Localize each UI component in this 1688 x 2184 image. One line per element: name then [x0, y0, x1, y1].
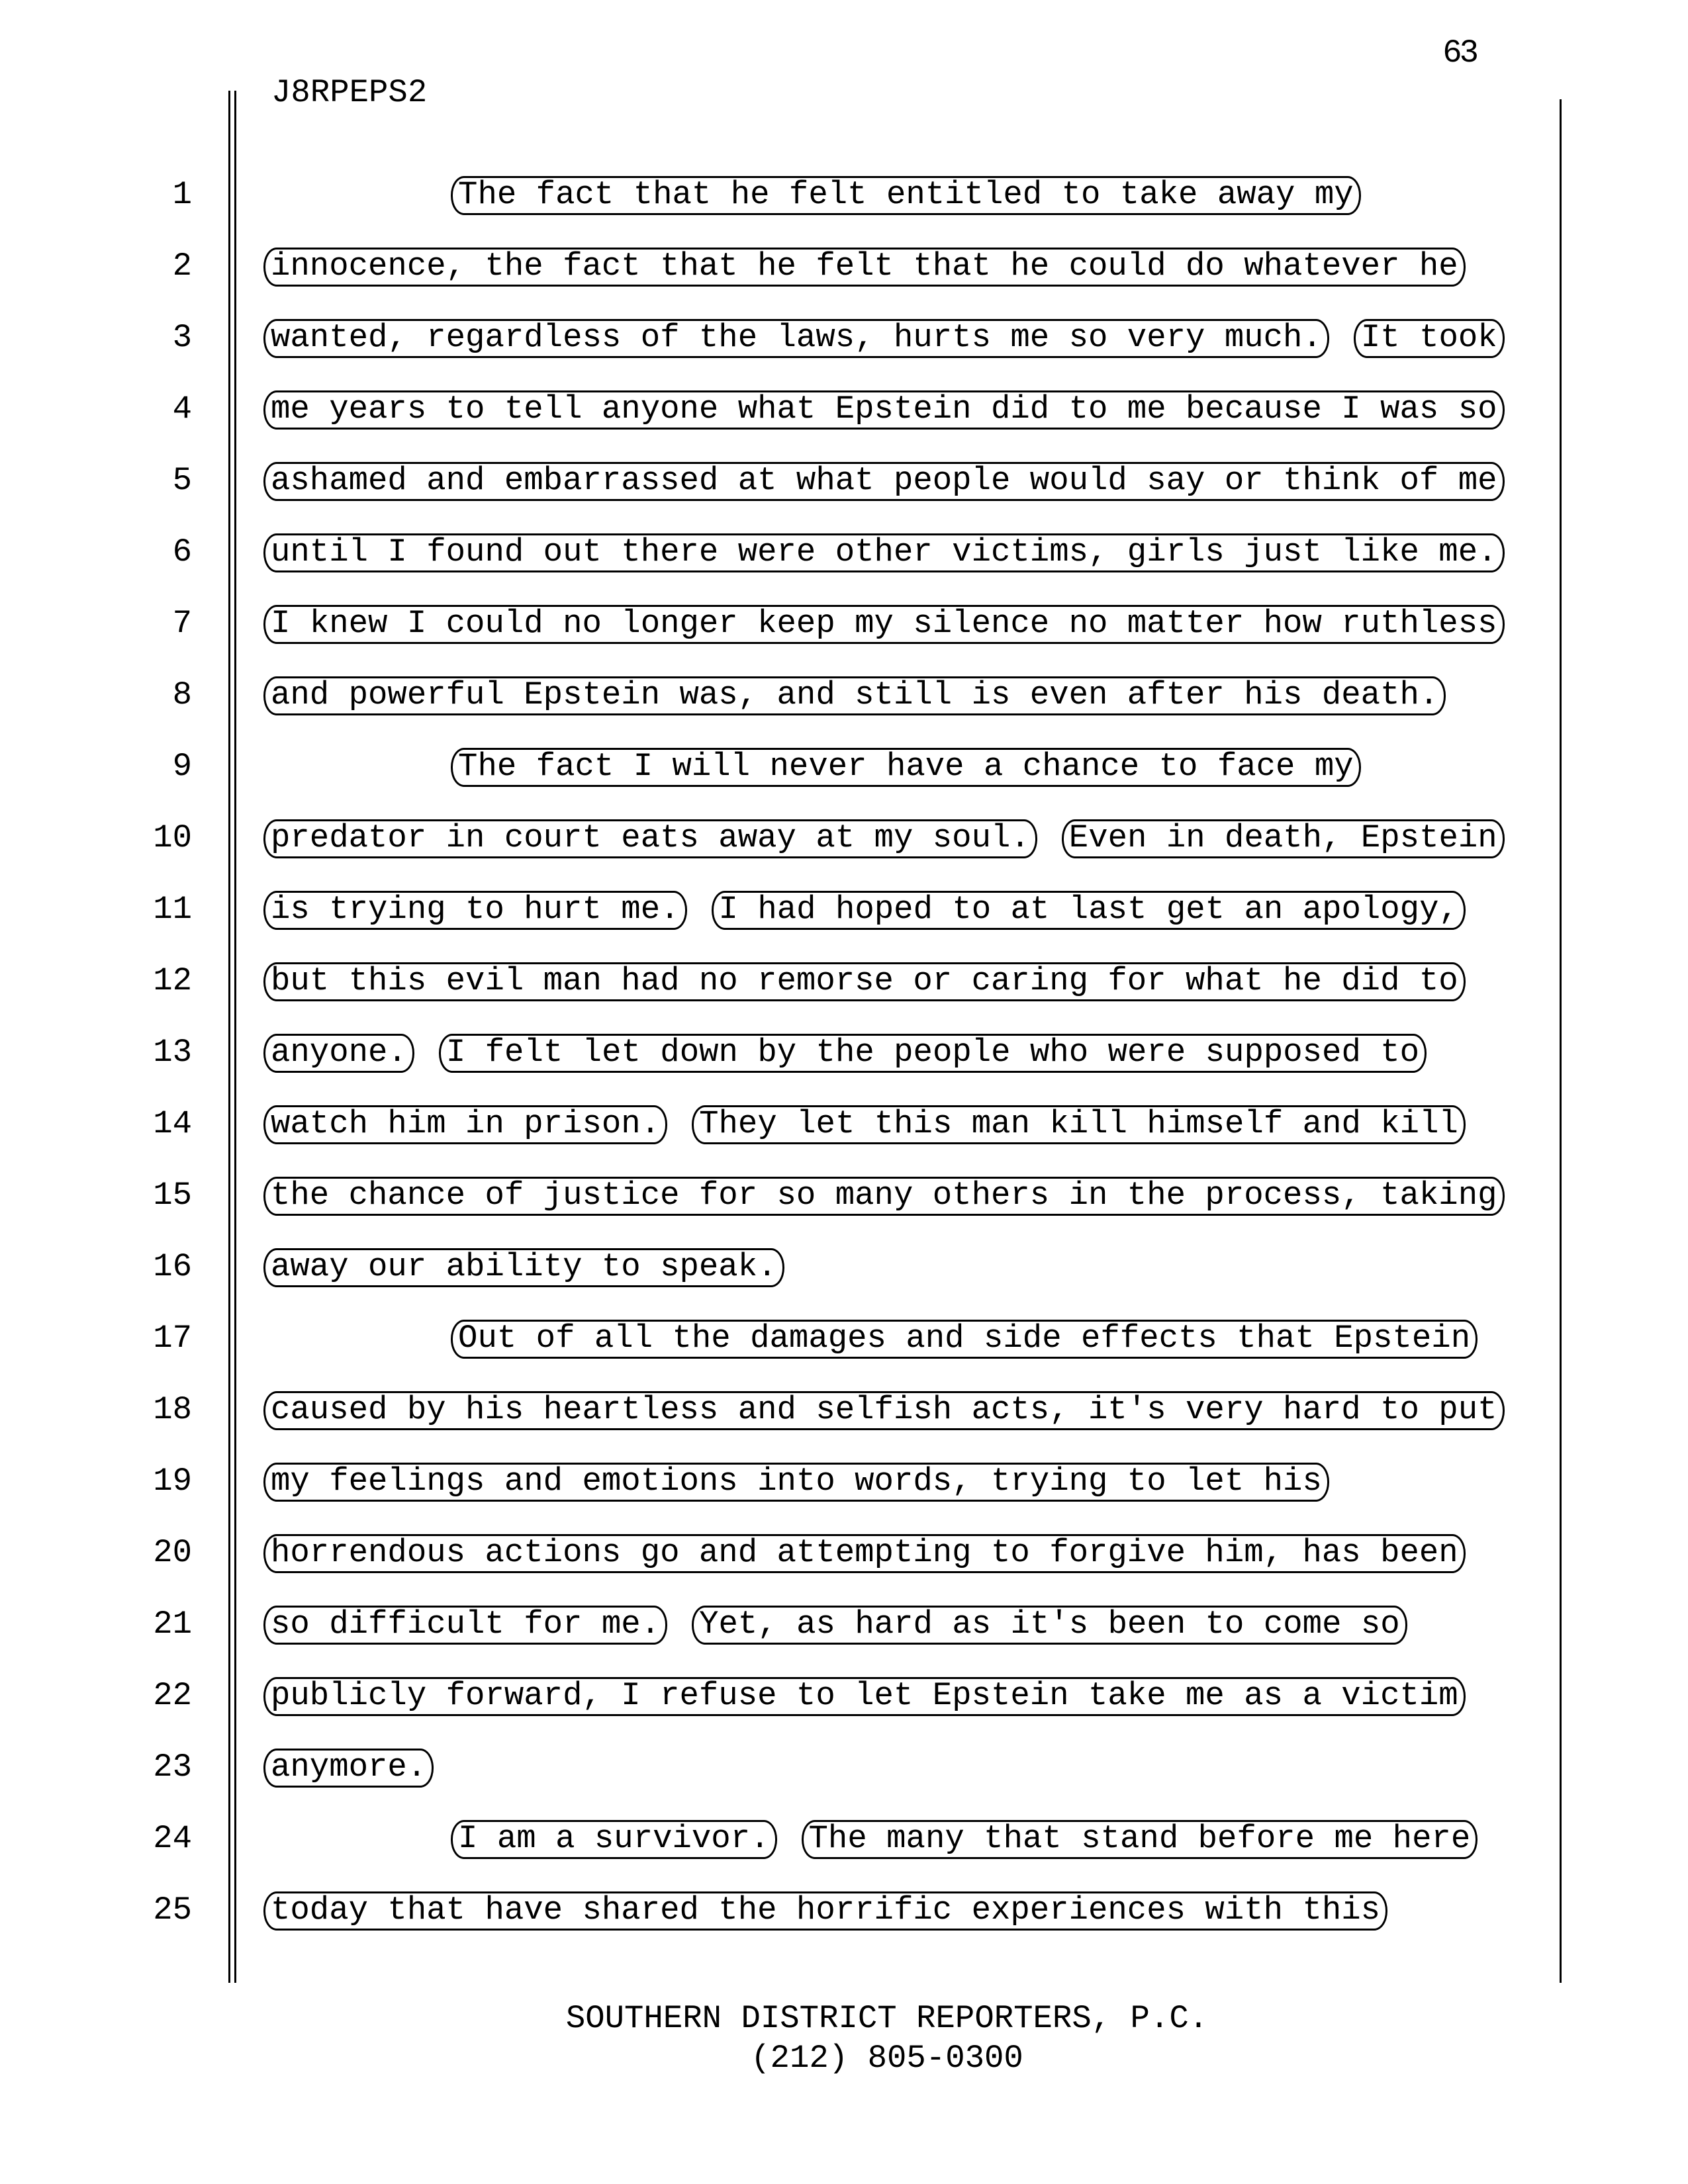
transcript-line: [0, 891, 1688, 930]
line-text: [263, 1677, 1466, 1716]
transcript-line: [0, 248, 1688, 287]
transcript-line: [0, 533, 1688, 572]
sentence-oval: is trying to hurt me.: [263, 891, 687, 930]
line-text: [263, 1606, 1407, 1645]
sentence-oval: me years to tell anyone what Epstein did to me because I was so: [263, 390, 1505, 430]
line-text: [263, 533, 1505, 572]
line-text: [263, 1248, 784, 1287]
line-number: 19: [153, 1463, 192, 1500]
transcript-line: [0, 176, 1688, 215]
line-number: 16: [153, 1248, 192, 1285]
transcript-line: [0, 319, 1688, 358]
line-text: [263, 462, 1505, 501]
line-text: [263, 390, 1505, 430]
line-number: 2: [172, 248, 192, 285]
transcript-header-code: J8RPEPS2: [271, 74, 428, 111]
transcript-line: [0, 819, 1688, 858]
sentence-oval: publicly forward, I refuse to let Epstein take me as a victim: [263, 1677, 1466, 1716]
transcript-line: [0, 962, 1688, 1001]
sentence-oval: anyone.: [263, 1034, 414, 1073]
sentence-oval: anymore.: [263, 1749, 434, 1788]
transcript-line: [0, 1534, 1688, 1573]
page-number: 63: [1442, 34, 1476, 71]
sentence-oval: so difficult for me.: [263, 1606, 667, 1645]
transcript-line: [0, 1248, 1688, 1287]
sentence-oval: ashamed and embarrassed at what people would say or think of me: [263, 462, 1505, 501]
line-number: 14: [153, 1105, 192, 1142]
transcript-line: [0, 1105, 1688, 1144]
transcript-line: [0, 1320, 1688, 1359]
line-number: 15: [153, 1177, 192, 1214]
sentence-oval: wanted, regardless of the laws, hurts me so very much.: [263, 319, 1329, 358]
transcript-line: [0, 605, 1688, 644]
line-text: [263, 748, 1361, 787]
sentence-oval: away our ability to speak.: [263, 1248, 784, 1287]
transcript-line: [0, 1034, 1688, 1073]
line-number: 17: [153, 1320, 192, 1357]
line-text: [263, 676, 1446, 715]
transcript-line: [0, 1820, 1688, 1859]
line-number: 7: [172, 605, 192, 642]
transcript-line: [0, 1677, 1688, 1716]
line-number: 4: [172, 390, 192, 428]
line-number: 1: [172, 176, 192, 213]
line-number: 23: [153, 1749, 192, 1786]
line-number: 20: [153, 1534, 192, 1571]
sentence-oval: I felt let down by the people who were supposed to: [439, 1034, 1427, 1073]
sentence-oval: Yet, as hard as it's been to come so: [692, 1606, 1407, 1645]
sentence-oval: I am a survivor.: [451, 1820, 776, 1859]
sentence-oval: The fact I will never have a chance to face my: [451, 748, 1361, 787]
line-number: 3: [172, 319, 192, 356]
line-number: 21: [153, 1606, 192, 1643]
line-text: [263, 1034, 1427, 1073]
sentence-oval: my feelings and emotions into words, trying to let his: [263, 1463, 1329, 1502]
line-text: [263, 605, 1505, 644]
line-text: [263, 1749, 434, 1788]
transcript-line: [0, 1606, 1688, 1645]
sentence-oval: I knew I could no longer keep my silence no matter how ruthless: [263, 605, 1505, 644]
transcript-line: [0, 1749, 1688, 1788]
sentence-oval: innocence, the fact that he felt that he could do whatever he: [263, 248, 1466, 287]
transcript-line: [0, 748, 1688, 787]
line-number: 11: [153, 891, 192, 928]
line-number: 22: [153, 1677, 192, 1714]
line-text: [263, 1891, 1387, 1931]
line-text: [263, 1105, 1466, 1144]
line-number: 6: [172, 533, 192, 570]
sentence-oval: today that have shared the horrific experiences with this: [263, 1891, 1387, 1931]
transcript-line: [0, 1891, 1688, 1931]
transcript-line: [0, 1463, 1688, 1502]
sentence-oval: but this evil man had no remorse or caring for what he did to: [263, 962, 1466, 1001]
transcript-line: [0, 390, 1688, 430]
line-text: [263, 176, 1361, 215]
line-text: [263, 1820, 1477, 1859]
sentence-oval: Even in death, Epstein: [1062, 819, 1505, 858]
line-number: 8: [172, 676, 192, 713]
sentence-oval: watch him in prison.: [263, 1105, 667, 1144]
line-text: [263, 1463, 1329, 1502]
sentence-oval: caused by his heartless and selfish acts, it's very hard to put: [263, 1391, 1505, 1430]
sentence-oval: They let this man kill himself and kill: [692, 1105, 1466, 1144]
line-text: [263, 891, 1466, 930]
sentence-oval: the chance of justice for so many others in the process, taking: [263, 1177, 1505, 1216]
line-number: 24: [153, 1820, 192, 1857]
sentence-oval: and powerful Epstein was, and still is even after his death.: [263, 676, 1446, 715]
line-text: [263, 319, 1505, 358]
sentence-oval: I had hoped to at last get an apology,: [712, 891, 1466, 930]
line-text: [263, 1177, 1505, 1216]
transcript-line: [0, 462, 1688, 501]
sentence-oval: horrendous actions go and attempting to forgive him, has been: [263, 1534, 1466, 1573]
line-number: 5: [172, 462, 192, 499]
reporter-footer: [261, 1999, 1513, 2078]
transcript-line: [0, 1391, 1688, 1430]
line-number: 25: [153, 1891, 192, 1929]
transcript-line: [0, 676, 1688, 715]
line-number: 12: [153, 962, 192, 999]
sentence-oval: predator in court eats away at my soul.: [263, 819, 1037, 858]
transcript-line: [0, 1177, 1688, 1216]
line-text: [263, 1320, 1477, 1359]
line-text: [263, 819, 1505, 858]
line-text: [263, 1534, 1466, 1573]
line-number: 18: [153, 1391, 192, 1428]
line-number: 9: [172, 748, 192, 785]
sentence-oval: The many that stand before me here: [802, 1820, 1478, 1859]
sentence-oval: The fact that he felt entitled to take away my: [451, 176, 1361, 215]
sentence-oval: until I found out there were other victims, girls just like me.: [263, 533, 1505, 572]
line-number: 13: [153, 1034, 192, 1071]
reporter-phone: (212) 805-0300: [751, 2040, 1023, 2077]
line-number: 10: [153, 819, 192, 856]
sentence-oval: Out of all the damages and side effects that Epstein: [451, 1320, 1477, 1359]
line-text: [263, 1391, 1505, 1430]
reporter-name: SOUTHERN DISTRICT REPORTERS, P.C.: [565, 2000, 1209, 2037]
line-text: [263, 248, 1466, 287]
line-text: [263, 962, 1466, 1001]
sentence-oval: It took: [1354, 319, 1505, 358]
